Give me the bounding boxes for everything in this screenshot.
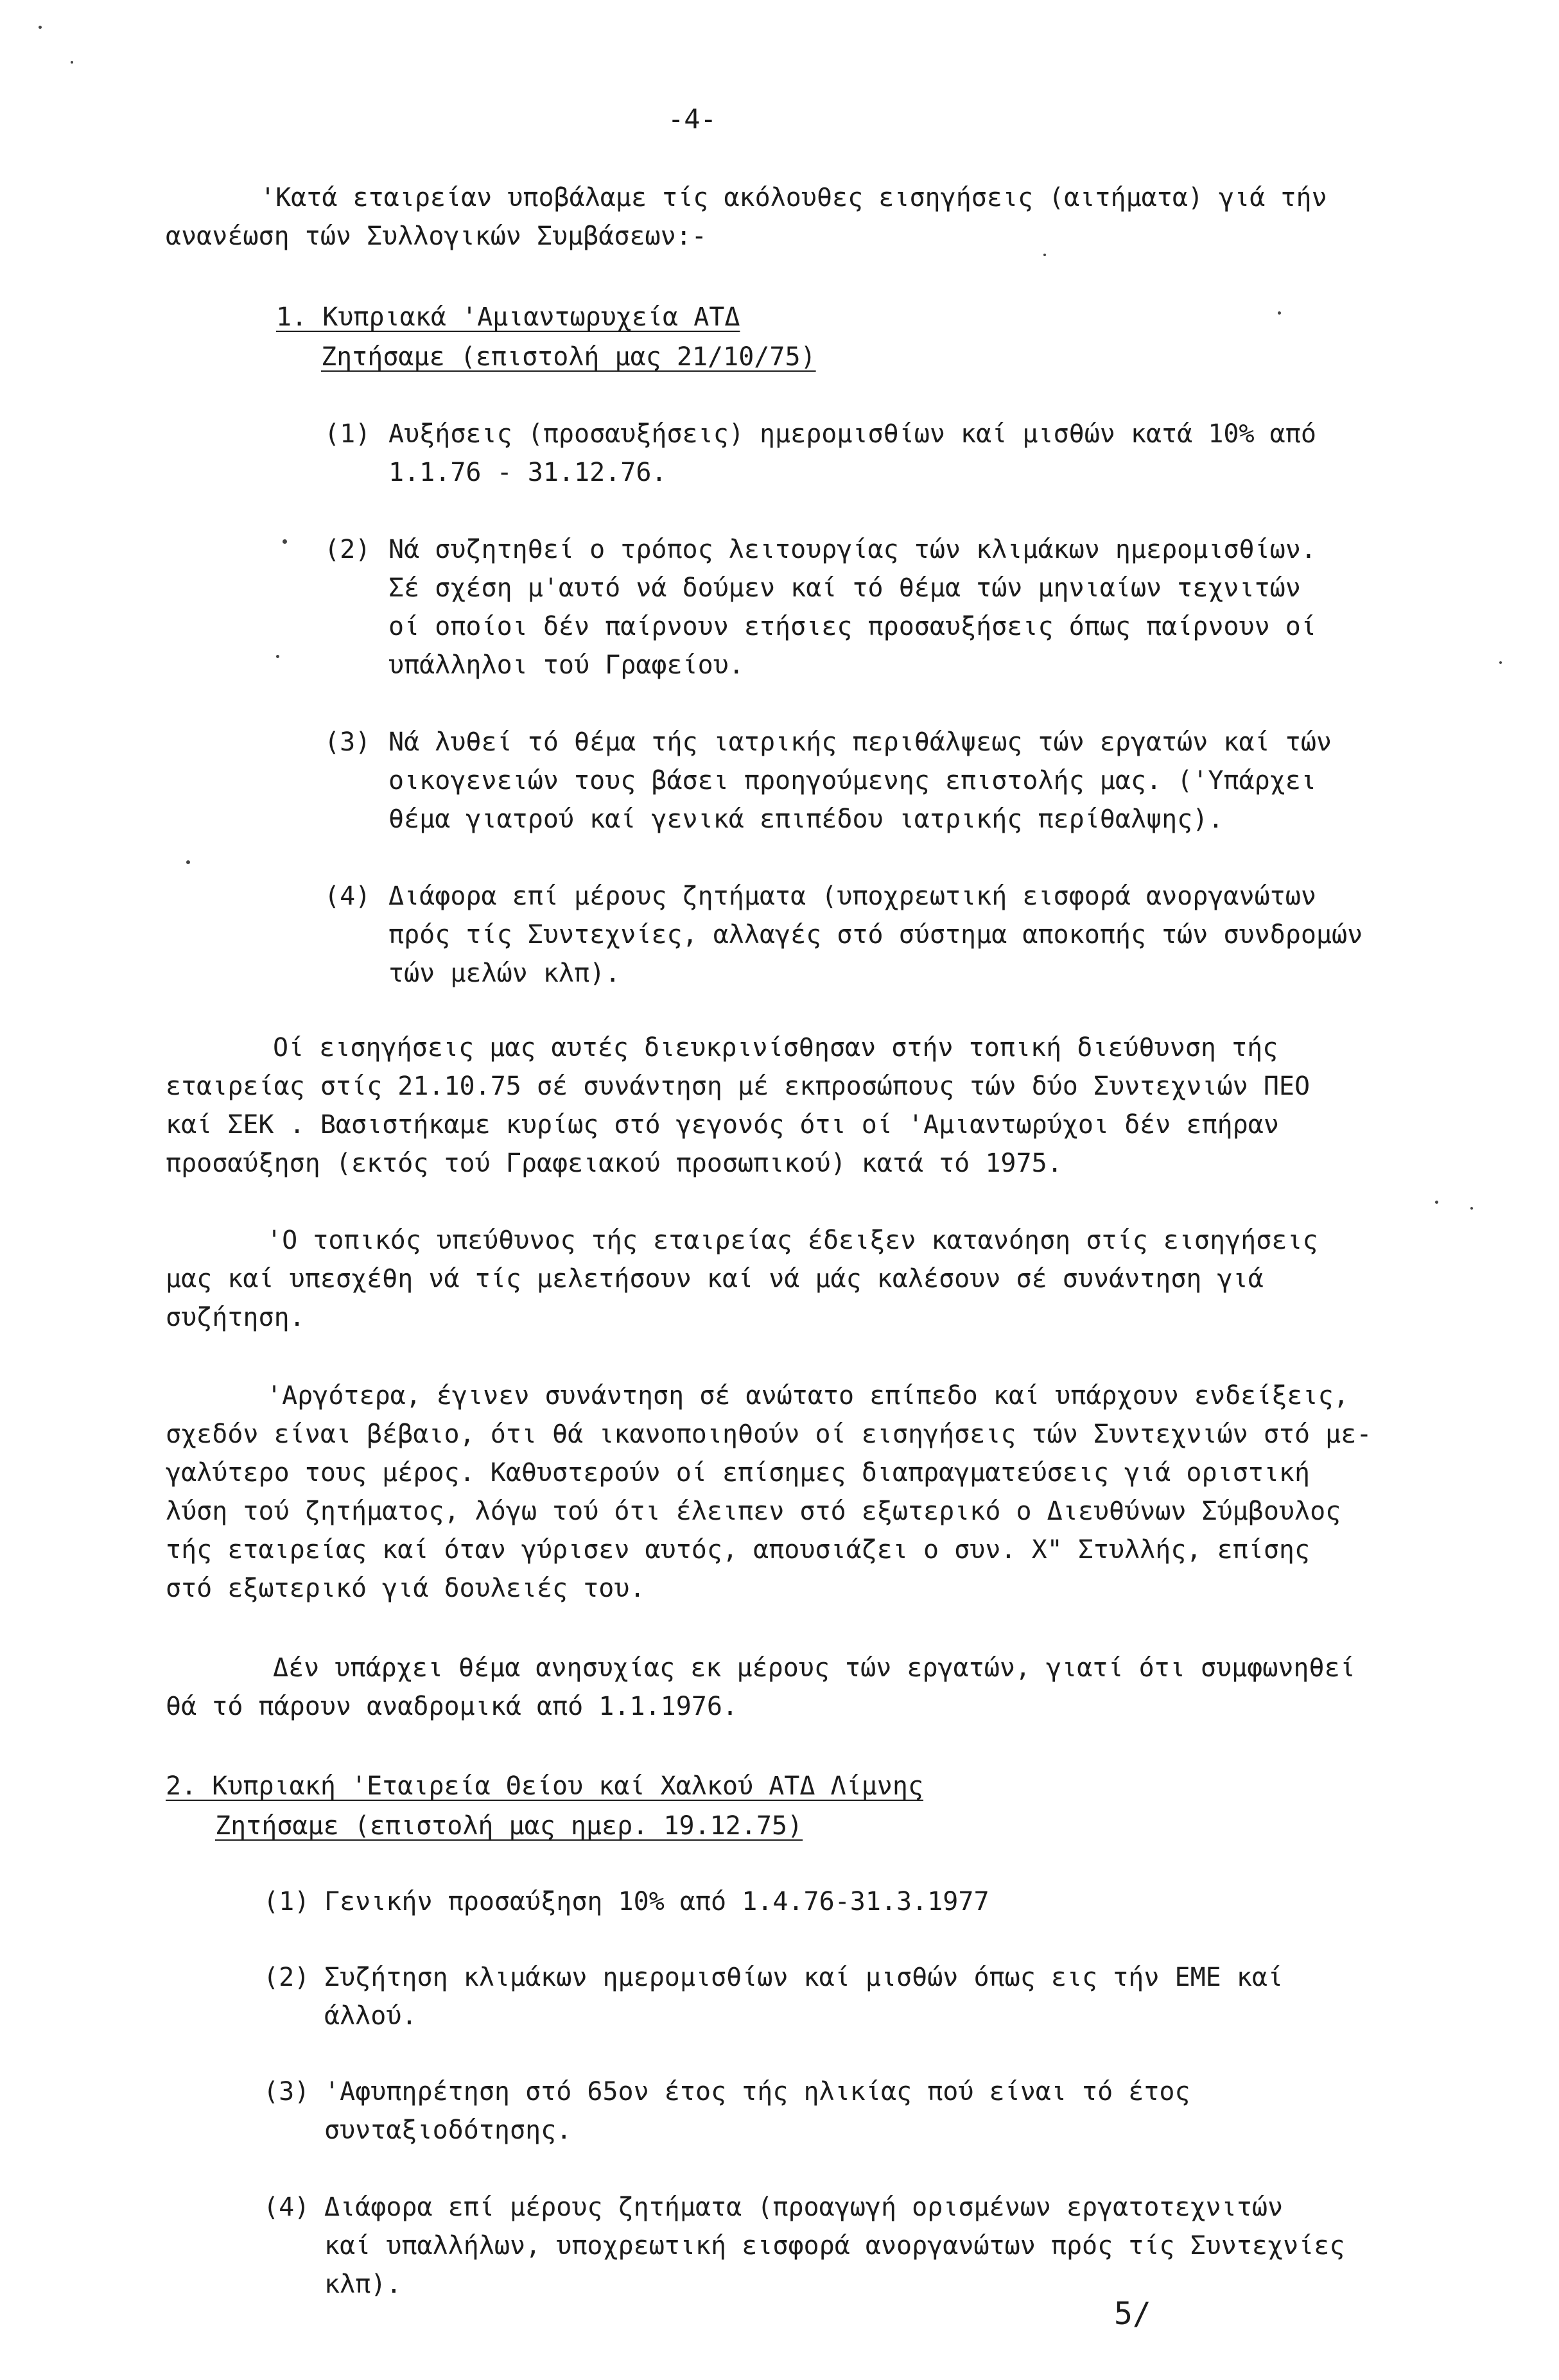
item-line: υπάλληλοι τού Γραφείου.	[388, 650, 744, 680]
body-line: προσαύξηση (εκτός τού Γραφειακού προσωπικού) κατά τό 1975.	[166, 1149, 1063, 1178]
item-line: Σέ σχέση μ'αυτό νά δούμεν καί τό θέμα τών μηνιαίων τεχνιτών	[388, 573, 1301, 603]
scan-speck	[276, 655, 279, 658]
item-line: τών μελών κλπ).	[388, 959, 621, 988]
item-line: 'Αφυπηρέτηση στό 65ον έτος τής ηλικίας πού είναι τό έτος	[324, 2077, 1190, 2106]
section-2-subtitle: Ζητήσαμε (επιστολή μας ημερ. 19.12.75)	[215, 1811, 803, 1841]
body-line: 'Αργότερα, έγινεν συνάντηση σέ ανώτατο επίπεδο καί υπάρχουν ενδείξεις,	[266, 1381, 1349, 1411]
scan-speck	[39, 26, 42, 29]
section-2-title: 2. Κυπριακή 'Εταιρεία Θείου καί Χαλκού ΑΤΔ Λίμνης	[166, 1771, 924, 1801]
scan-speck	[71, 61, 73, 64]
body-line: σχεδόν είναι βέβαιο, ότι θά ικανοποιηθούν οί εισηγήσεις τών Συντεχνιών στό με-	[166, 1420, 1372, 1449]
item-line: οικογενειών τους βάσει προηγούμενης επιστολής μας. ('Υπάρχει	[388, 766, 1316, 795]
item-line: Γενικήν προσαύξηση 10% από 1.4.76-31.3.1977	[324, 1887, 989, 1916]
item-line: καί υπαλλήλων, υποχρεωτική εισφορά ανοργανώτων πρός τίς Συντεχνίες	[324, 2231, 1345, 2261]
body-line: καί ΣΕΚ . Βασιστήκαμε κυρίως στό γεγονός ότι οί 'Αμιαντωρύχοι δέν επήραν	[166, 1110, 1279, 1140]
body-line: Δέν υπάρχει θέμα ανησυχίας εκ μέρους τών εργατών, γιατί ότι συμφωνηθεί	[273, 1653, 1355, 1683]
item-line: κλπ).	[324, 2270, 402, 2299]
scan-speck	[1499, 661, 1502, 664]
item-number: (4)	[324, 882, 371, 911]
section-1-title: 1. Κυπριακά 'Αμιαντωρυχεία ΑΤΔ	[276, 302, 740, 332]
body-line: τής εταιρείας καί όταν γύρισεν αυτός, απουσιάζει ο συν. Χ" Στυλλής, επίσης	[166, 1535, 1311, 1565]
continuation-marker: 5/	[1114, 2296, 1151, 2332]
body-line: γαλύτερο τους μέρος. Καθυστερούν οί επίσημες διαπραγματεύσεις γιά οριστική	[166, 1458, 1311, 1488]
item-line: Νά λυθεί τό θέμα τής ιατρικής περιθάλψεως τών εργατών καί τών	[388, 727, 1332, 757]
page-number: -4-	[668, 103, 717, 135]
item-number: (1)	[324, 419, 371, 449]
item-line: 1.1.76 - 31.12.76.	[388, 458, 667, 487]
item-line: Συζήτηση κλιμάκων ημερομισθίων καί μισθών όπως εις τήν ΕΜΕ καί	[324, 1963, 1284, 1992]
item-line: Αυξήσεις (προσαυξήσεις) ημερομισθίων καί μισθών κατά 10% από	[388, 419, 1316, 449]
item-number: (2)	[324, 535, 371, 564]
item-number: (3)	[263, 2077, 310, 2106]
item-line: Διάφορα επί μέρους ζητήματα (προαγωγή ορισμένων εργατοτεχνιτών	[324, 2193, 1284, 2222]
body-line: μας καί υπεσχέθη νά τίς μελετήσουν καί νά μάς καλέσουν σέ συνάντηση γιά	[166, 1264, 1264, 1294]
scan-speck	[1435, 1201, 1438, 1204]
item-line: πρός τίς Συντεχνίες, αλλαγές στό σύστημα αποκοπής τών συνδρομών	[388, 920, 1363, 950]
item-line: Διάφορα επί μέρους ζητήματα (υποχρεωτική εισφορά ανοργανώτων	[388, 882, 1316, 911]
scan-speck	[283, 539, 287, 544]
item-line: άλλού.	[324, 2001, 417, 2031]
body-line: Οί εισηγήσεις μας αυτές διευκρινίσθησαν στήν τοπική διεύθυνση τής	[273, 1033, 1278, 1063]
body-line: θά τό πάρουν αναδρομικά από 1.1.1976.	[166, 1692, 738, 1721]
item-line: οί οποίοι δέν παίρνουν ετήσιες προσαυξήσεις όπως παίρνουν οί	[388, 612, 1316, 641]
scan-speck	[1043, 254, 1046, 256]
scan-speck	[1278, 311, 1281, 315]
body-line: συζήτηση.	[166, 1303, 305, 1332]
item-number: (2)	[263, 1963, 310, 1992]
item-line: θέμα γιατρού καί γενικά επιπέδου ιατρικής περίθαλψης).	[388, 804, 1224, 834]
body-line: 'Ο τοπικός υπεύθυνος τής εταιρείας έδειξεν κατανόηση στίς εισηγήσεις	[266, 1226, 1318, 1255]
item-number: (3)	[324, 727, 371, 757]
body-line: λύση τού ζητήματος, λόγω τού ότι έλειπεν στό εξωτερικό ο Διευθύνων Σύμβουλος	[166, 1497, 1341, 1526]
item-line: Νά συζητηθεί ο τρόπος λειτουργίας τών κλιμάκων ημερομισθίων.	[388, 535, 1316, 564]
item-number: (1)	[263, 1887, 310, 1916]
intro-line: ανανέωση τών Συλλογικών Συμβάσεων:-	[166, 221, 707, 251]
scan-speck	[186, 860, 190, 864]
intro-line: 'Κατά εταιρείαν υποβάλαμε τίς ακόλουθες εισηγήσεις (αιτήματα) γιά τήν	[260, 183, 1327, 213]
item-line: συνταξιοδότησης.	[324, 2115, 572, 2145]
item-number: (4)	[263, 2193, 310, 2222]
section-1-subtitle: Ζητήσαμε (επιστολή μας 21/10/75)	[321, 342, 816, 372]
scan-speck	[1470, 1207, 1473, 1210]
body-line: στό εξωτερικό γιά δουλειές του.	[166, 1574, 645, 1603]
body-line: εταιρείας στίς 21.10.75 σέ συνάντηση μέ εκπροσώπους τών δύο Συντεχνιών ΠΕΟ	[166, 1072, 1311, 1101]
